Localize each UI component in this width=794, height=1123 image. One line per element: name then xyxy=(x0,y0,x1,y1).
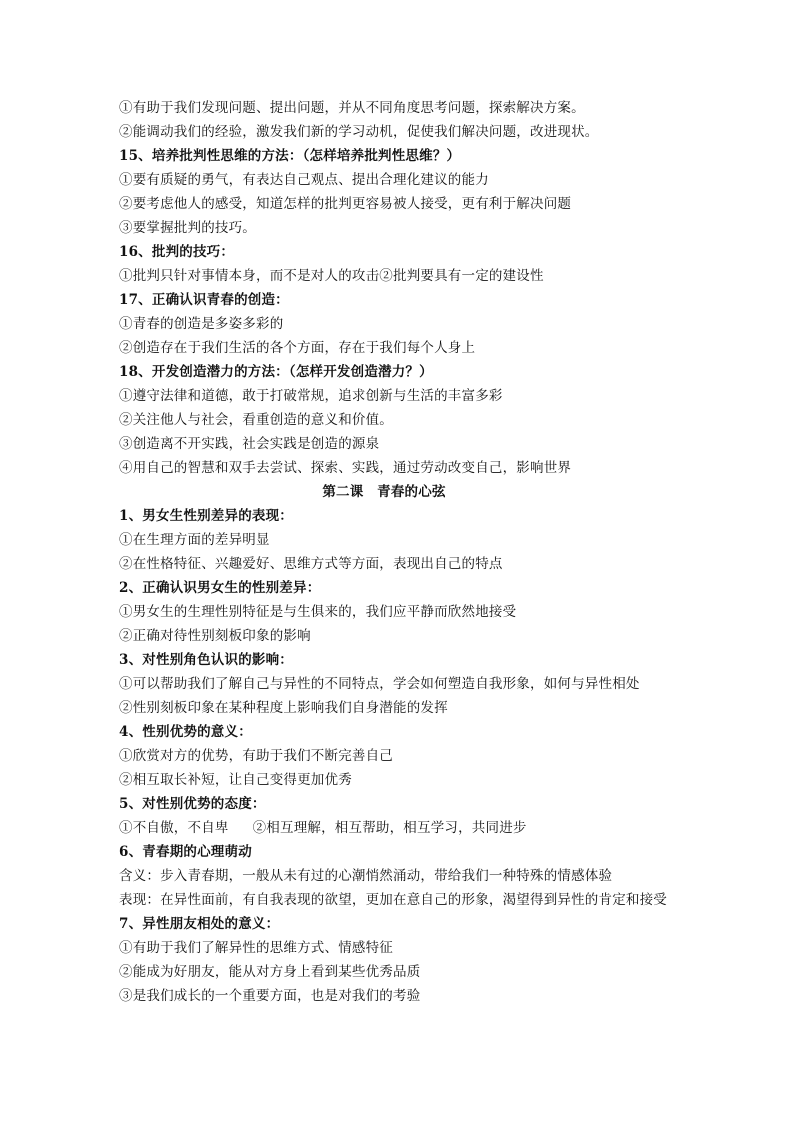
definition-meaning: 含义：步入青春期，一般从未有过的心潮悄然涌动，带给我们一种特殊的情感体验 xyxy=(119,868,613,884)
list-item: ①有助于我们了解异性的思维方式、情感特征 xyxy=(119,940,393,956)
list-item: ①要有质疑的勇气，有表达自己观点、提出合理化建议的能力 xyxy=(119,172,489,188)
section-heading: 2、正确认识男女生的性别差异： xyxy=(119,580,321,596)
list-item: ③是我们成长的一个重要方面，也是对我们的考验 xyxy=(119,988,421,1004)
list-item: ②相互理解，相互帮助，相互学习，共同进步 xyxy=(252,820,527,836)
section-heading: 3、对性别角色认识的影响： xyxy=(119,652,293,668)
list-item: ①青春的创造是多姿多彩的 xyxy=(119,316,284,332)
list-item: ③要掌握批判的技巧。 xyxy=(119,220,256,236)
section-heading: 4、性别优势的意义： xyxy=(119,724,252,740)
list-item-row xyxy=(119,816,719,840)
intro-item: ①有助于我们发现问题、提出问题，并从不同角度思考问题，探索解决方案。 xyxy=(119,100,585,116)
list-item: ③创造离不开实践，社会实践是创造的源泉 xyxy=(119,436,380,452)
list-item: ①遵守法律和道德，敢于打破常规，追求创新与生活的丰富多彩 xyxy=(119,388,503,404)
section-heading: 7、异性朋友相处的意义： xyxy=(119,916,280,932)
list-item: ①欣赏对方的优势，有助于我们不断完善自己 xyxy=(119,748,393,764)
list-item: ①在生理方面的差异明显 xyxy=(119,532,270,548)
list-item: ②创造存在于我们生活的各个方面，存在于我们每个人身上 xyxy=(119,340,476,356)
list-item: ②正确对待性别刻板印象的影响 xyxy=(119,628,311,644)
list-item: ①不自傲，不自卑 xyxy=(119,820,229,836)
list-item: ②要考虑他人的感受，知道怎样的批判更容易被人接受，更有利于解决问题 xyxy=(119,196,572,212)
list-item: ②性别刻板印象在某种程度上影响我们自身潜能的发挥 xyxy=(119,700,448,716)
section-heading: 6、青春期的心理萌动 xyxy=(119,844,252,860)
list-item: ②能成为好朋友，能从对方身上看到某些优秀品质 xyxy=(119,964,421,980)
section-heading: 15、培养批判性思维的方法：（怎样培养批判性思维？） xyxy=(119,148,461,164)
section-heading: 1、男女生性别差异的表现： xyxy=(119,508,293,524)
list-item: ②在性格特征、兴趣爱好、思维方式等方面，表现出自己的特点 xyxy=(119,556,503,572)
section-heading: 16、批判的技巧： xyxy=(119,244,235,260)
list-item: ②关注他人与社会，看重创造的意义和价值。 xyxy=(119,412,393,428)
intro-item: ②能调动我们的经验，激发我们新的学习动机，促使我们解决问题，改进现状。 xyxy=(119,124,599,140)
list-item: ①男女生的生理性别特征是与生俱来的，我们应平静而欣然地接受 xyxy=(119,604,517,620)
definition-expression: 表现：在异性面前，有自我表现的欲望，更加在意自己的形象，渴望得到异性的肯定和接受 xyxy=(119,892,667,908)
section-heading: 18、开发创造潜力的方法：（怎样开发创造潜力？） xyxy=(119,364,433,380)
lesson-title: 第二课 青春的心弦 xyxy=(322,484,446,500)
list-item: ④用自己的智慧和双手去尝试、探索、实践，通过劳动改变自己，影响世界 xyxy=(119,460,572,476)
list-item: ②相互取长补短，让自己变得更加优秀 xyxy=(119,772,352,788)
document-page xyxy=(119,96,719,1008)
list-item: ①批判只针对事情本身，而不是对人的攻击②批判要具有一定的建设性 xyxy=(119,268,544,284)
section-heading: 17、正确认识青春的创造： xyxy=(119,292,289,308)
section-heading: 5、对性别优势的态度： xyxy=(119,796,266,812)
list-item: ①可以帮助我们了解自己与异性的不同特点，学会如何塑造自我形象，如何与异性相处 xyxy=(119,676,640,692)
